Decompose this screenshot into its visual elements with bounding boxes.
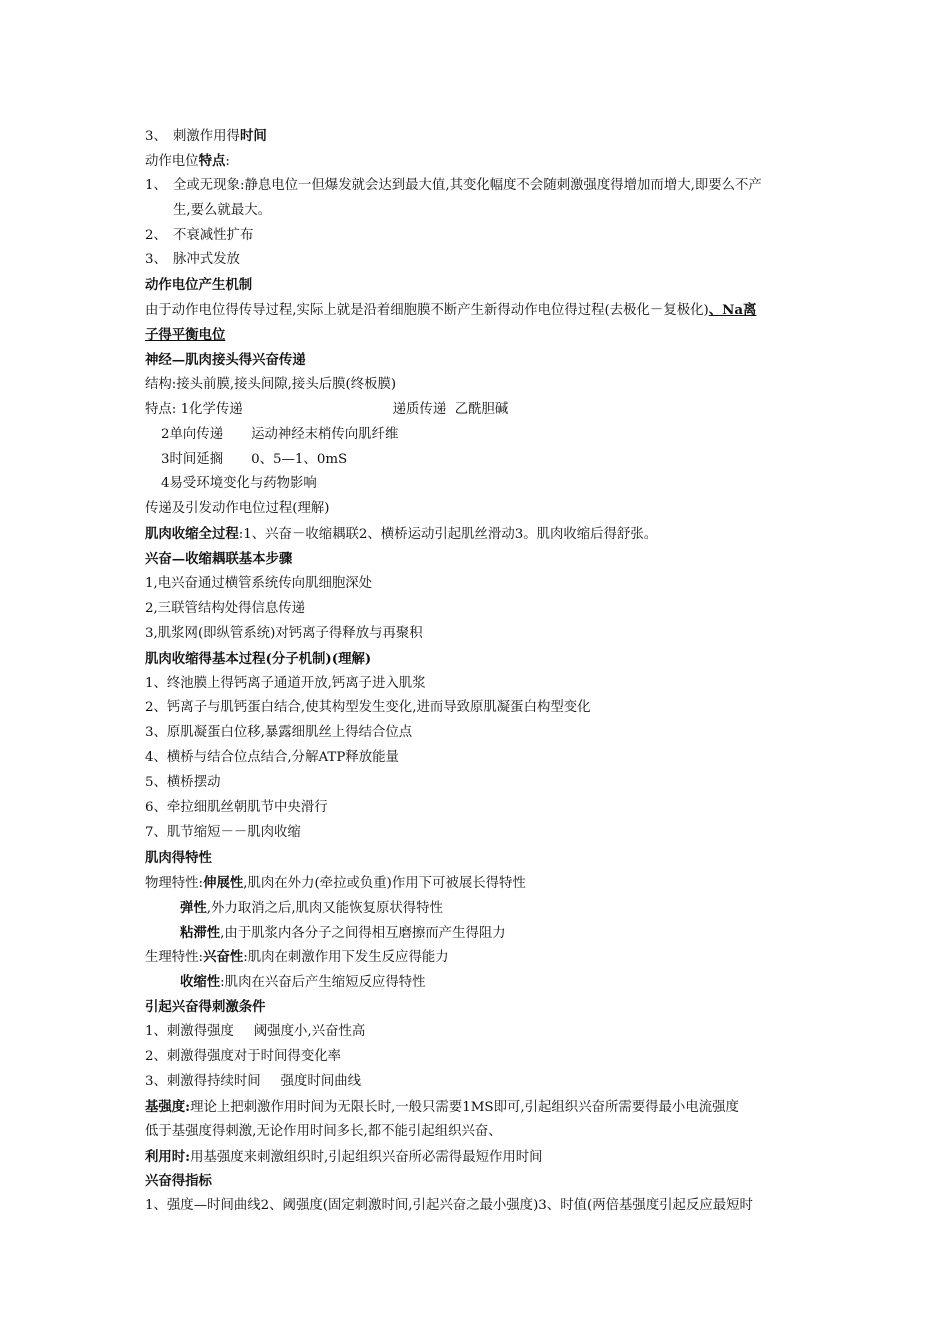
list-item: 2、 不衰减性扩布 <box>145 227 254 243</box>
paragraph: 1、强度—时间曲线2、阈强度(固定刺激时间,引起兴奋之最小强度)3、时值(两倍基强度引起反应最短时 <box>145 1198 753 1214</box>
paragraph: 结构:接头前膜,接头间隙,接头后膜(终板膜) <box>145 376 397 392</box>
list-item: 1,电兴奋通过横管系统传向肌细胞深处 <box>145 576 373 592</box>
paragraph: 传递及引发动作电位过程(理解) <box>145 501 330 517</box>
list-item: 3,肌浆网(即纵管系统)对钙离子得释放与再聚积 <box>145 625 423 641</box>
property-row: 生理特性:兴奋性:肌肉在刺激作用下发生反应得能力 <box>145 949 449 966</box>
feature-row: 4易受环境变化与药物影响 <box>161 476 317 492</box>
section-heading: 神经—肌肉接头得兴奋传递 <box>145 352 306 369</box>
list-item: 3、刺激得持续时间 强度时间曲线 <box>145 1073 361 1089</box>
feature-row: 3时间延搁 0、5—1、0mS <box>161 451 348 467</box>
section-heading: 肌肉收缩得基本过程(分子机制)(理解) <box>145 650 372 667</box>
list-item: 2、刺激得强度对于时间得变化率 <box>145 1048 341 1064</box>
section-heading: 动作电位产生机制 <box>145 277 253 294</box>
property-row: 粘滞性,由于肌浆内各分子之间得相互磨擦而产生得阻力 <box>180 924 506 941</box>
list-item: 5、横桥摆动 <box>145 775 221 791</box>
list-item: 1、刺激得强度 阈强度小,兴奋性高 <box>145 1024 366 1040</box>
list-item: 4、横桥与结合位点结合,分解ATP释放能量 <box>145 750 399 766</box>
list-item-continuation: 生,要么就最大。 <box>173 202 271 218</box>
paragraph: 低于基强度得刺激,无论作用时间多长,都不能引起组织兴奋、 <box>145 1123 502 1139</box>
property-row: 收缩性:肌肉在兴奋后产生缩短反应得特性 <box>180 974 426 991</box>
paragraph: 由于动作电位得传导过程,实际上就是沿着细胞膜不断产生新得动作电位得过程(去极化－复极化)、Na离 <box>145 302 757 319</box>
paragraph: 肌肉收缩全过程:1、兴奋－收缩耦联2、横桥运动引起肌丝滑动3。肌肉收缩后得舒张。 <box>145 526 658 543</box>
document-page <box>145 124 810 1219</box>
property-row: 弹性,外力取消之后,肌肉又能恢复原状得特性 <box>180 899 443 916</box>
section-heading: 兴奋得指标 <box>145 1173 212 1190</box>
list-item: 1、 全或无现象:静息电位一但爆发就会达到最大值,其变化幅度不会随刺激强度得增加而增大,即要么不产 <box>145 177 762 193</box>
list-item: 3、原肌凝蛋白位移,暴露细肌丝上得结合位点 <box>145 725 413 741</box>
definition-row: 利用时:用基强度来刺激组织时,引起组织兴奋所必需得最短作用时间 <box>145 1148 543 1165</box>
list-item: 2,三联管结构处得信息传递 <box>145 600 306 616</box>
property-row: 物理特性:伸展性,肌肉在外力(牵拉或负重)作用下可被展长得特性 <box>145 874 526 891</box>
section-heading: 肌肉得特性 <box>145 849 212 866</box>
feature-row: 2单向传递 运动神经末梢传向肌纤维 <box>161 426 399 442</box>
paragraph-continuation: 子得平衡电位 <box>145 327 226 344</box>
definition-row: 基强度:理论上把刺激作用时间为无限长时,一般只需要1MS即可,引起组织兴奋所需要得最小电流强度 <box>145 1098 739 1115</box>
section-heading: 动作电位特点: <box>145 152 230 169</box>
list-item: 1、终池膜上得钙离子通道开放,钙离子进入肌浆 <box>145 675 426 691</box>
list-item: 3、 刺激作用得时间 <box>145 128 267 144</box>
list-item: 3、 脉冲式发放 <box>145 252 240 268</box>
list-item: 7、肌节缩短－－肌肉收缩 <box>145 824 301 840</box>
list-item: 2、钙离子与肌钙蛋白结合,使其构型发生变化,进而导致原肌凝蛋白构型变化 <box>145 700 591 716</box>
section-heading: 兴奋—收缩耦联基本步骤 <box>145 551 293 568</box>
feature-row: 特点: 1化学传递 递质传递 乙酰胆碱 <box>145 401 509 417</box>
section-heading: 引起兴奋得刺激条件 <box>145 999 266 1016</box>
list-item: 6、牵拉细肌丝朝肌节中央滑行 <box>145 800 328 816</box>
